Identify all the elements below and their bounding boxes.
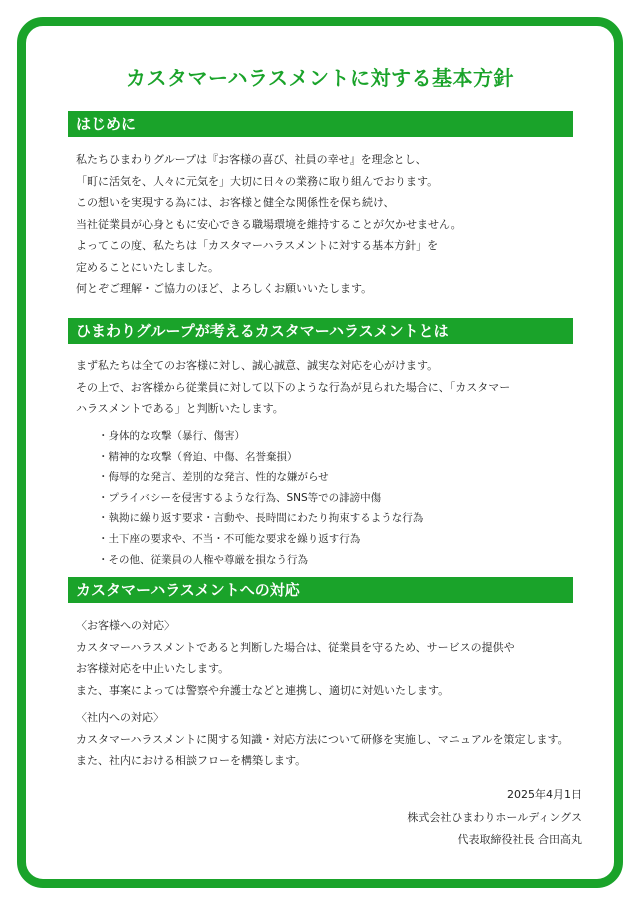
list-item: ・精神的な攻撃（脅迫、中傷、名誉棄損） — [98, 450, 298, 463]
list-item: ・プライバシーを侵害するような行為、SNS等での誹謗中傷 — [98, 491, 382, 504]
customer-response-paragraph — [76, 615, 591, 701]
list-item: ・その他、従業員の人権や尊厳を損なう行為 — [98, 553, 308, 566]
signature-company: 株式会社ひまわりホールディングス — [407, 810, 582, 824]
intro-heading: はじめに — [68, 111, 573, 137]
intro-line: 「町に活気を、人々に元気を」大切に日々の業務に取り組んでおります。 — [76, 174, 439, 188]
internal-response-line: 〈社内への対応〉 — [76, 711, 164, 724]
intro-paragraph — [76, 149, 591, 300]
list-item: ・執拗に繰り返す要求・言動や、長時間にわたり拘束するような行為 — [98, 512, 424, 525]
definition-line: まず私たちは全てのお客様に対し、誠心誠意、誠実な対応を心がけます。 — [76, 359, 439, 372]
definition-line: その上で、お客様から従業員に対して以下のような行為が見られた場合に、「カスタマー — [76, 380, 511, 394]
intro-line: 当社従業員が心身ともに安心できる職場環境を維持することが欠かせません。 — [76, 217, 462, 231]
signature-representative: 代表取締役社長 合田高丸 — [457, 833, 582, 846]
customer-response-line: 〈お客様への対応〉 — [76, 619, 175, 632]
internal-response-line: また、社内における相談フローを構築します。 — [76, 754, 307, 767]
intro-line: 私たちひまわりグループは『お客様の喜び、社員の幸せ』を理念とし、 — [76, 153, 427, 166]
customer-response-line: また、事案によっては警察や弁護士などと連携し、適切に対処いたします。 — [76, 683, 450, 697]
customer-response-line: お客様対応を中止いたします。 — [76, 662, 230, 675]
list-item: ・土下座の要求や、不当・不可能な要求を繰り返す行為 — [98, 532, 361, 545]
intro-line: 定めることにいたしました。 — [76, 260, 219, 274]
response-heading: カスタマーハラスメントへの対応 — [68, 577, 573, 603]
list-item: ・侮辱的な発言、差別的な発言、性的な嫌がらせ — [98, 471, 329, 484]
internal-response-line: カスタマーハラスメントに関する知識・対応方法について研修を実施し、マニュアルを策定します。 — [76, 732, 569, 746]
customer-response-line: カスタマーハラスメントであると判断した場合は、従業員を守るため、サービスの提供や — [76, 640, 515, 654]
intro-line: この想いを実現する為には、お客様と健全な関係性を保ち続け、 — [76, 196, 395, 209]
signature-date: 2025年4月1日 — [507, 788, 582, 801]
harassment-examples-list — [98, 426, 578, 570]
definition-paragraph — [76, 355, 591, 420]
list-item: ・身体的な攻撃（暴行、傷害） — [98, 430, 245, 442]
intro-line: よってこの度、私たちは「カスタマーハラスメントに対する基本方針」を — [76, 239, 439, 252]
signature-block — [407, 784, 582, 852]
page-title: カスタマーハラスメントに対する基本方針 — [126, 66, 514, 90]
intro-line: 何とぞご理解・ご協力のほど、よろしくお願いいたします。 — [76, 282, 373, 295]
definition-line: ハラスメントである」と判断いたします。 — [76, 402, 284, 415]
internal-response-paragraph — [76, 707, 591, 772]
definition-heading: ひまわりグループが考えるカスタマーハラスメントとは — [68, 318, 573, 344]
